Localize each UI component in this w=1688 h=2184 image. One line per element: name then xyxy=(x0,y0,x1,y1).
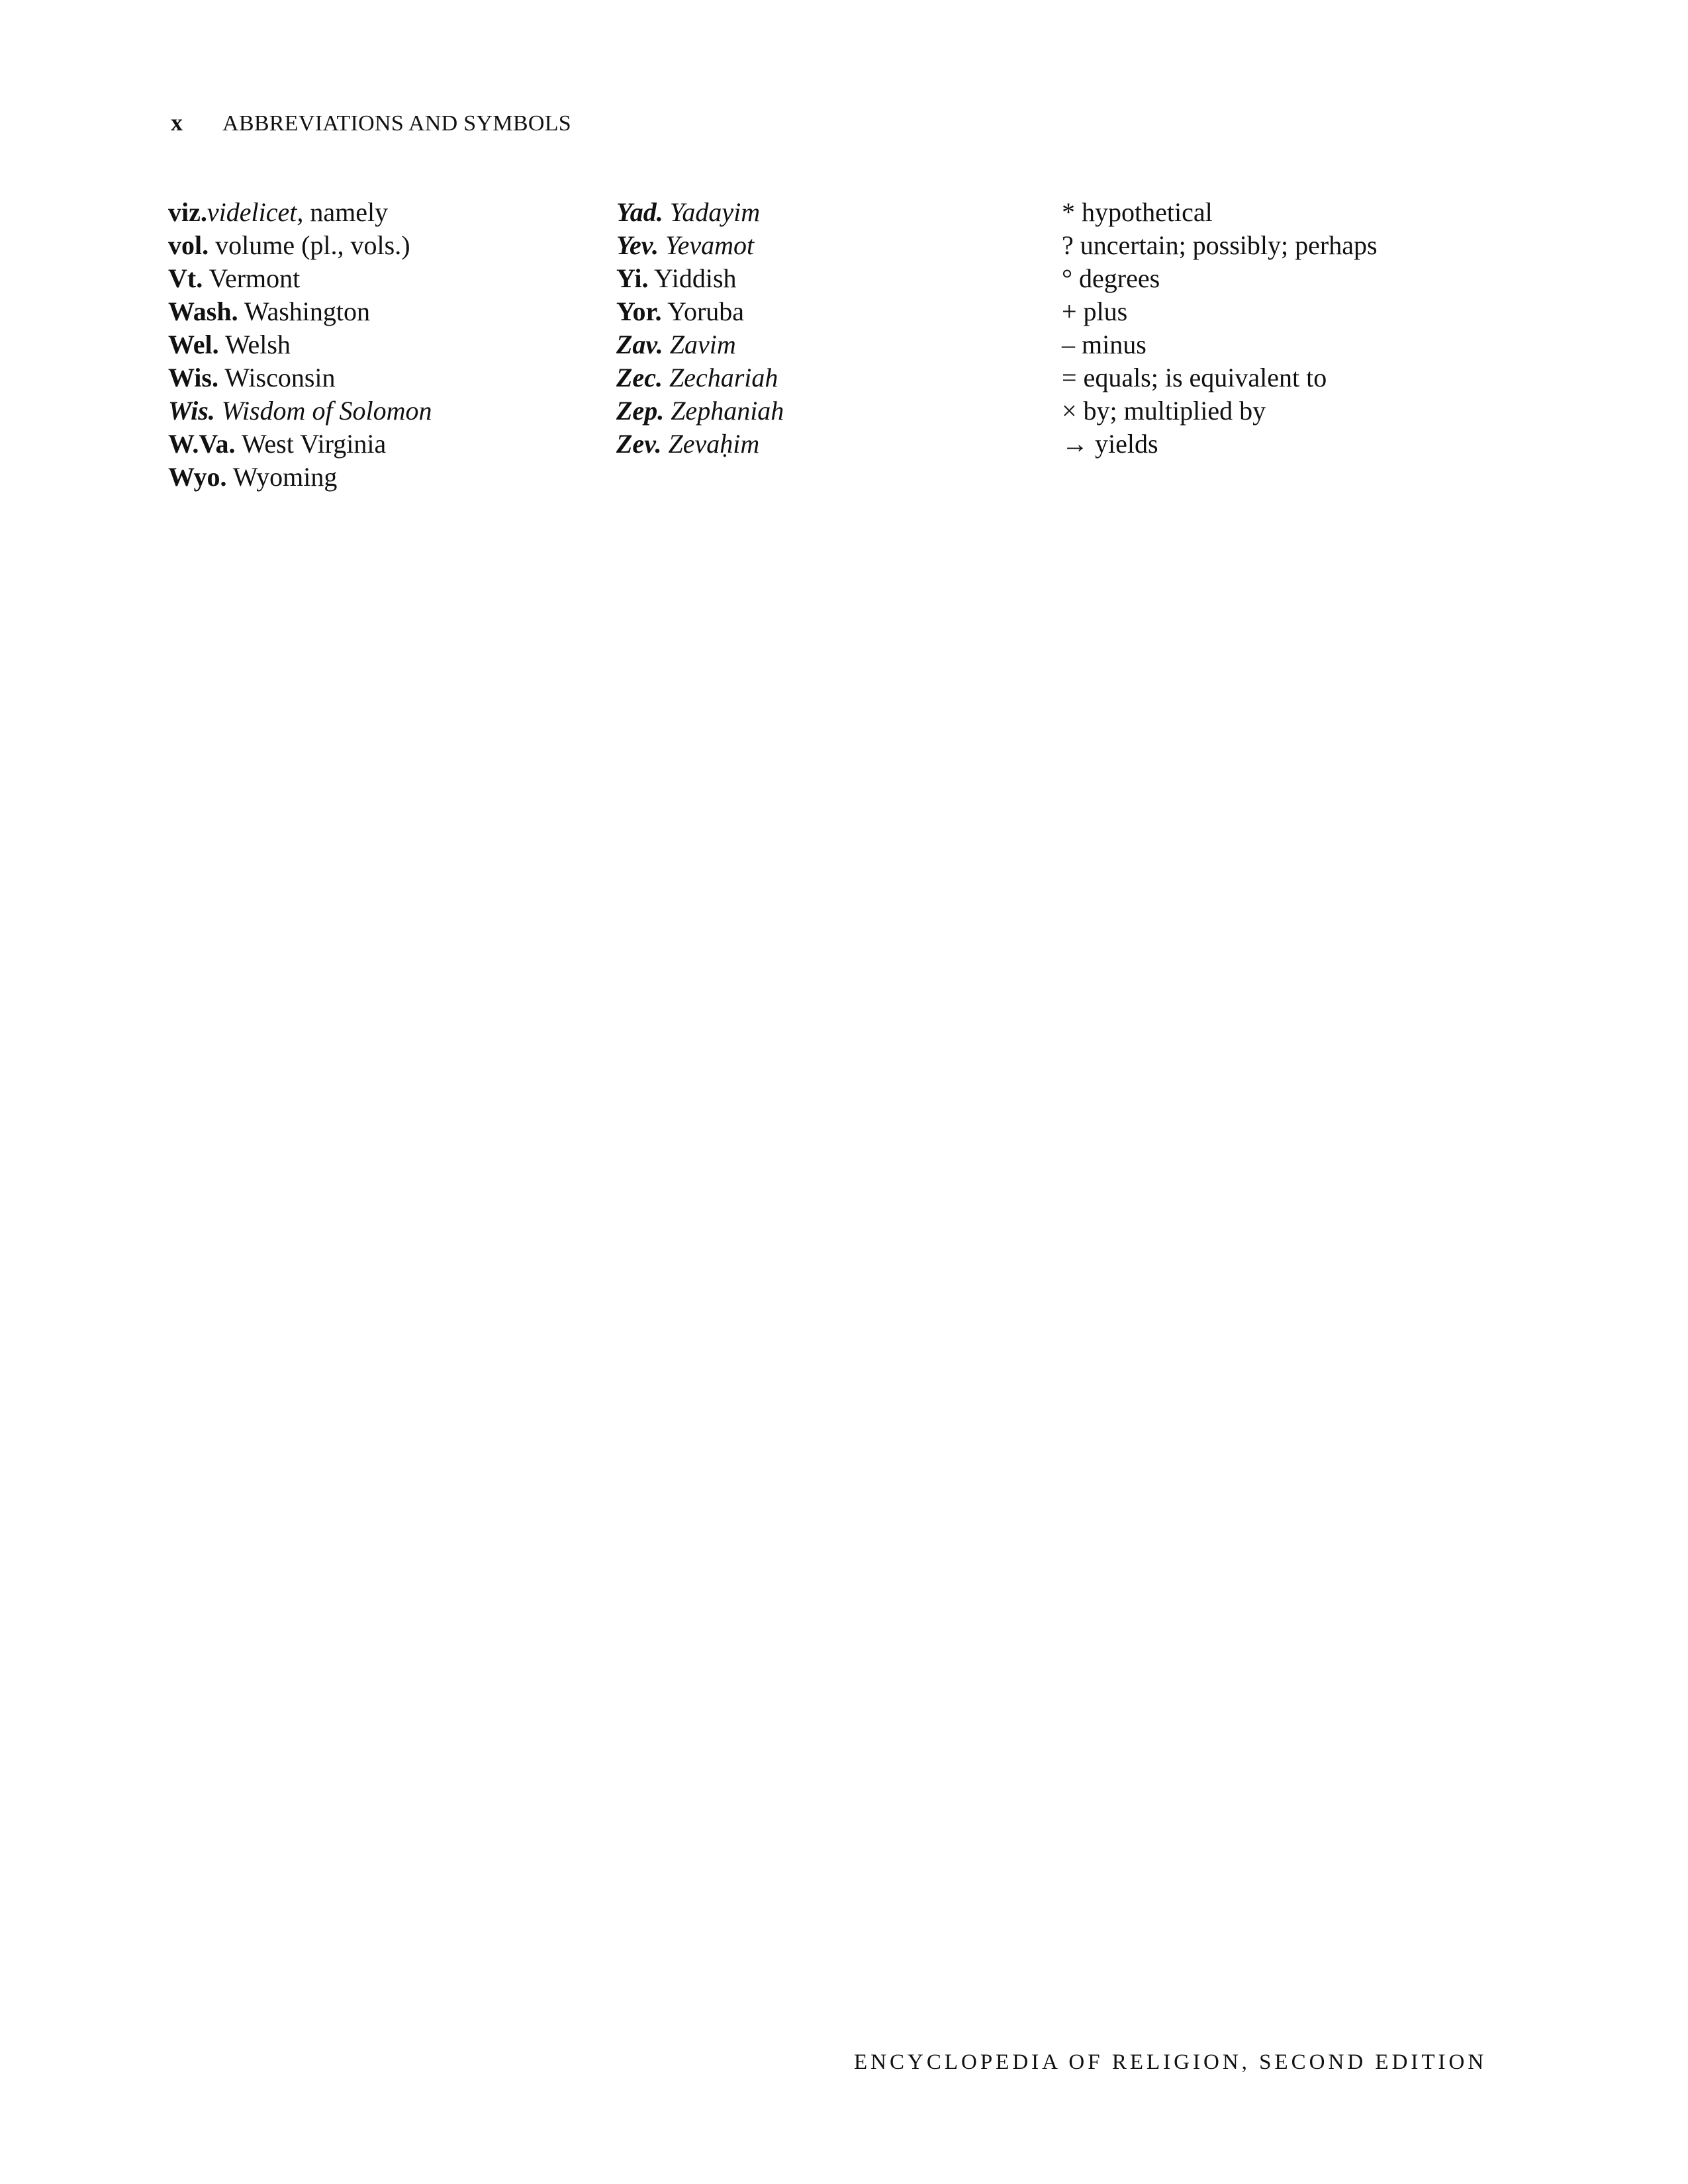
abbreviation-entry xyxy=(616,328,784,361)
symbols-column xyxy=(1062,196,1378,461)
definition-italic: Yadayim xyxy=(669,197,761,227)
definition-prefix: Vermont xyxy=(203,263,301,293)
symbol-entry: ? uncertain; possibly; perhaps xyxy=(1062,230,1378,260)
abbreviation: W.Va. xyxy=(168,429,236,459)
definition-italic: videlicet, xyxy=(207,197,304,227)
abbreviation-entry xyxy=(616,196,784,229)
abbreviation-entry xyxy=(168,361,432,394)
abbreviation: vol. xyxy=(168,230,209,260)
abbreviation: Wel. xyxy=(168,330,219,359)
symbol-entry: ° degrees xyxy=(1062,263,1160,293)
abbreviation: Zav. xyxy=(616,330,663,359)
abbreviation: Wis. xyxy=(168,396,215,426)
abbreviation-entry xyxy=(168,196,432,229)
definition-prefix xyxy=(663,363,669,392)
symbol-entry: → yields xyxy=(1062,429,1158,459)
definition-prefix xyxy=(663,197,670,227)
abbreviation: Yev. xyxy=(616,230,659,260)
definition-prefix: Wisconsin xyxy=(218,363,336,392)
abbreviation-entry xyxy=(616,262,784,295)
abbreviation: Wyo. xyxy=(168,462,227,492)
abbreviations-column-1 xyxy=(168,196,432,494)
abbreviation-entry xyxy=(616,229,784,262)
abbreviation: Yi. xyxy=(616,263,649,293)
definition-suffix: namely xyxy=(303,197,389,227)
abbreviation-entry xyxy=(168,394,432,428)
abbreviation-entry xyxy=(616,428,784,461)
definition-prefix: volume (pl., vols.) xyxy=(209,230,410,260)
definition-prefix: Washington xyxy=(238,296,370,326)
abbreviation-entry xyxy=(168,461,432,494)
abbreviation: Zec. xyxy=(616,363,663,392)
abbreviation: Zev. xyxy=(616,429,662,459)
definition-italic: Zephaniah xyxy=(671,396,784,426)
symbol-entry: – minus xyxy=(1062,330,1147,359)
definition-prefix xyxy=(215,396,222,426)
abbreviations-column-2 xyxy=(616,196,784,461)
abbreviation-entry xyxy=(616,394,784,428)
definition-italic: Yevamot xyxy=(665,230,755,260)
definition-prefix: Welsh xyxy=(218,330,291,359)
definition-prefix: West Virginia xyxy=(235,429,387,459)
definition-prefix xyxy=(661,429,668,459)
definition-prefix xyxy=(659,230,665,260)
abbreviation-entry xyxy=(168,229,432,262)
abbreviation: Yad. xyxy=(616,197,663,227)
abbreviation-entry xyxy=(616,295,784,328)
abbreviation-entry xyxy=(168,428,432,461)
definition-prefix xyxy=(664,396,671,426)
definition-prefix: Yiddish xyxy=(648,263,737,293)
symbol-entry: = equals; is equivalent to xyxy=(1062,363,1327,392)
abbreviation: Wash. xyxy=(168,296,238,326)
definition-prefix: Wyoming xyxy=(226,462,338,492)
symbol-entry: × by; multiplied by xyxy=(1062,396,1266,426)
definition-italic: Zavim xyxy=(669,330,736,359)
abbreviation: Yor. xyxy=(616,296,662,326)
section-title: ABBREVIATIONS AND SYMBOLS xyxy=(222,111,572,136)
definition-italic: Wisdom of Solomon xyxy=(221,396,432,426)
abbreviation: Vt. xyxy=(168,263,203,293)
running-footer: ENCYCLOPEDIA OF RELIGION, SECOND EDITION xyxy=(854,2050,1487,2074)
abbreviation-entry xyxy=(168,328,432,361)
definition-italic: Zechariah xyxy=(669,363,778,392)
running-header xyxy=(171,109,571,136)
symbol-entry: + plus xyxy=(1062,296,1128,326)
abbreviation: Zep. xyxy=(616,396,665,426)
page-number: x xyxy=(171,109,183,136)
abbreviation-entry xyxy=(168,262,432,295)
symbol-entry: * hypothetical xyxy=(1062,197,1213,227)
definition-prefix xyxy=(663,330,670,359)
abbreviation: Wis. xyxy=(168,363,218,392)
abbreviation: viz. xyxy=(168,197,207,227)
definition-italic: Zevaḥim xyxy=(668,429,760,459)
definition-prefix: Yoruba xyxy=(661,296,745,326)
abbreviation-entry xyxy=(168,295,432,328)
abbreviation-entry xyxy=(616,361,784,394)
